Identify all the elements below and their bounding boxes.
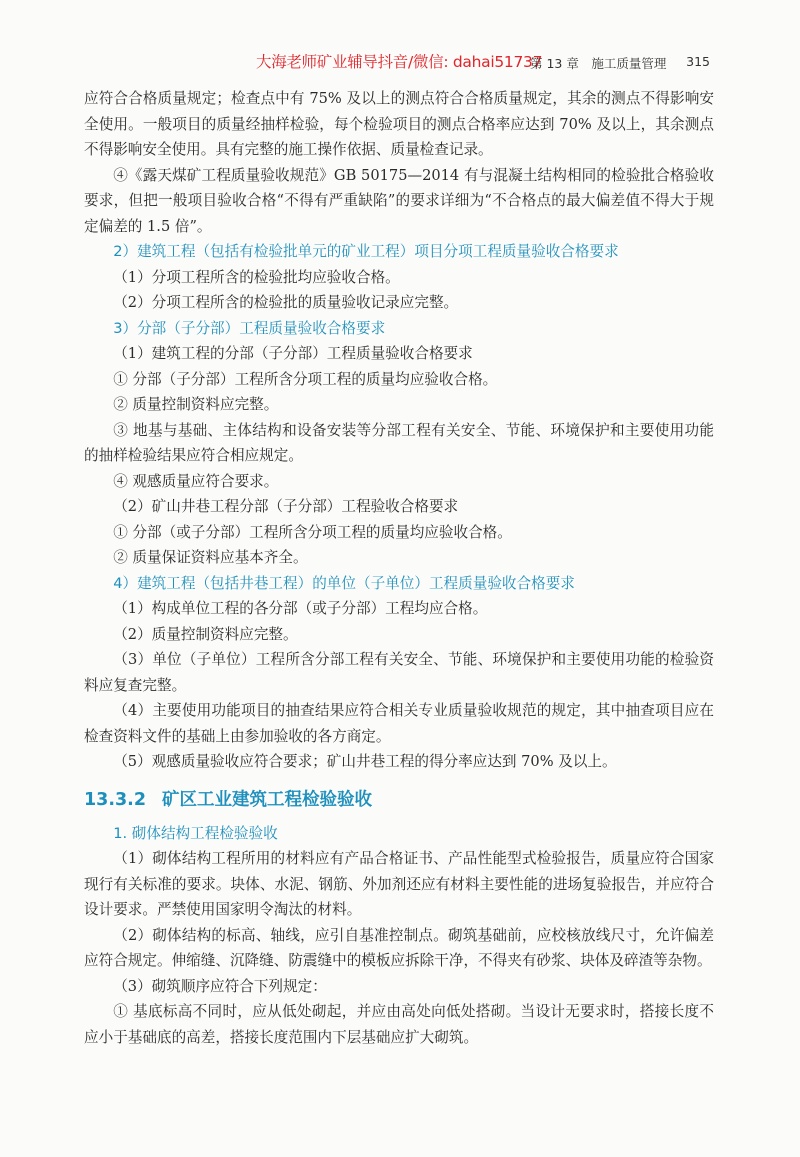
body-paragraph: （2）砌体结构的标高、轴线，应引自基准控制点。砌筑基础前，应校核放线尺寸，允许偏差应符合规定。伸缩缝、沉降缝、防震缝中的模板应拆除干净，不得夹有砂浆、块体及碎渣等杂物。 [84,926,714,969]
chapter-running-head: 第 13 章 施工质量管理 [530,56,667,71]
page-number: 315 [686,54,710,69]
page-body [84,86,714,1050]
subsection-heading: 2）建筑工程（包括有检验批单元的矿业工程）项目分项工程质量验收合格要求 [113,243,619,260]
body-paragraph: （1）分项工程所含的检验批均应验收合格。 [113,268,400,286]
body-paragraph: ③ 地基与基础、主体结构和设备安装等分部工程有关安全、节能、环境保护和主要使用功能的抽样检验结果应符合相应规定。 [84,421,714,464]
subsection-heading: 3）分部（子分部）工程质量验收合格要求 [113,319,386,337]
body-paragraph: ① 分部（或子分部）工程所含分项工程的质量均应验收合格。 [113,523,512,541]
body-paragraph: （2）质量控制资料应完整。 [113,625,298,643]
body-paragraph: （2）分项工程所含的检验批的质量验收记录应完整。 [113,294,459,311]
body-paragraph: （1）砌体结构工程所用的材料应有产品合格证书、产品性能型式检验报告，质量应符合国家现行有关标准的要求。块体、水泥、钢筋、外加剂还应有材料主要性能的进场复验报告，并应符合设计要求。严禁使用国家明令淘汰的材料。 [84,850,714,918]
body-paragraph: （4）主要使用功能项目的抽查结果应符合相关专业质量验收规范的规定，其中抽查项目应在检查资料文件的基础上由参加验收的各方商定。 [84,702,714,745]
body-paragraph: ② 质量控制资料应完整。 [113,396,279,413]
body-paragraph: （3）单位（子单位）工程所含分部工程有关安全、节能、环境保护和主要使用功能的检验资料应复查完整。 [84,651,714,694]
body-paragraph: （2）矿山井巷工程分部（子分部）工程验收合格要求 [113,498,459,515]
subsection-heading: 4）建筑工程（包括井巷工程）的单位（子单位）工程质量验收合格要求 [113,574,575,592]
item-heading: 1. 砌体结构工程检验验收 [113,824,278,842]
section-number: 13.3.2 [84,789,147,810]
body-paragraph: ① 基底标高不同时，应从低处砌起，并应由高处向低处搭砌。当设计无要求时，搭接长度不应小于基础底的高差，搭接长度范围内下层基础应扩大砌筑。 [84,1003,714,1046]
body-paragraph: （5）观感质量验收应符合要求；矿山井巷工程的得分率应达到 70% 及以上。 [113,753,617,770]
section-title: 矿区工业建筑工程检验验收 [162,789,373,810]
watermark-text: 大海老师矿业辅导抖音/微信: dahai51737 [256,53,543,71]
body-paragraph: 应符合合格质量规定；检查点中有 75% 及以上的测点符合合格质量规定，其余的测点不得影响安全使用。一般项目的质量经抽样检验，每个检验项目的测点合格率应达到 70% 及以上，其余测点不得影响安全使用。具有完整的施工操作依据、质量检查记录。 [84,90,714,158]
body-paragraph: ④ 观感质量应符合要求。 [113,472,279,490]
body-paragraph: （1）建筑工程的分部（子分部）工程质量验收合格要求 [113,345,473,362]
body-paragraph: （3）砌筑顺序应符合下列规定： [113,977,327,995]
body-paragraph: ② 质量保证资料应基本齐全。 [113,549,308,566]
body-paragraph: ① 分部（子分部）工程所含分项工程的质量均应验收合格。 [113,370,498,388]
page-header [0,50,800,74]
section-heading [84,787,714,813]
body-paragraph: （1）构成单位工程的各分部（或子分部）工程均应合格。 [113,600,488,617]
body-paragraph: ④《露天煤矿工程质量验收规范》GB 50175—2014 有与混凝土结构相同的检验批合格验收要求，但把一般项目验收合格“不得有严重缺陷”的要求详细为“不合格点的最大偏差值不得大于规定偏差的 1.5 倍”。 [84,166,714,235]
